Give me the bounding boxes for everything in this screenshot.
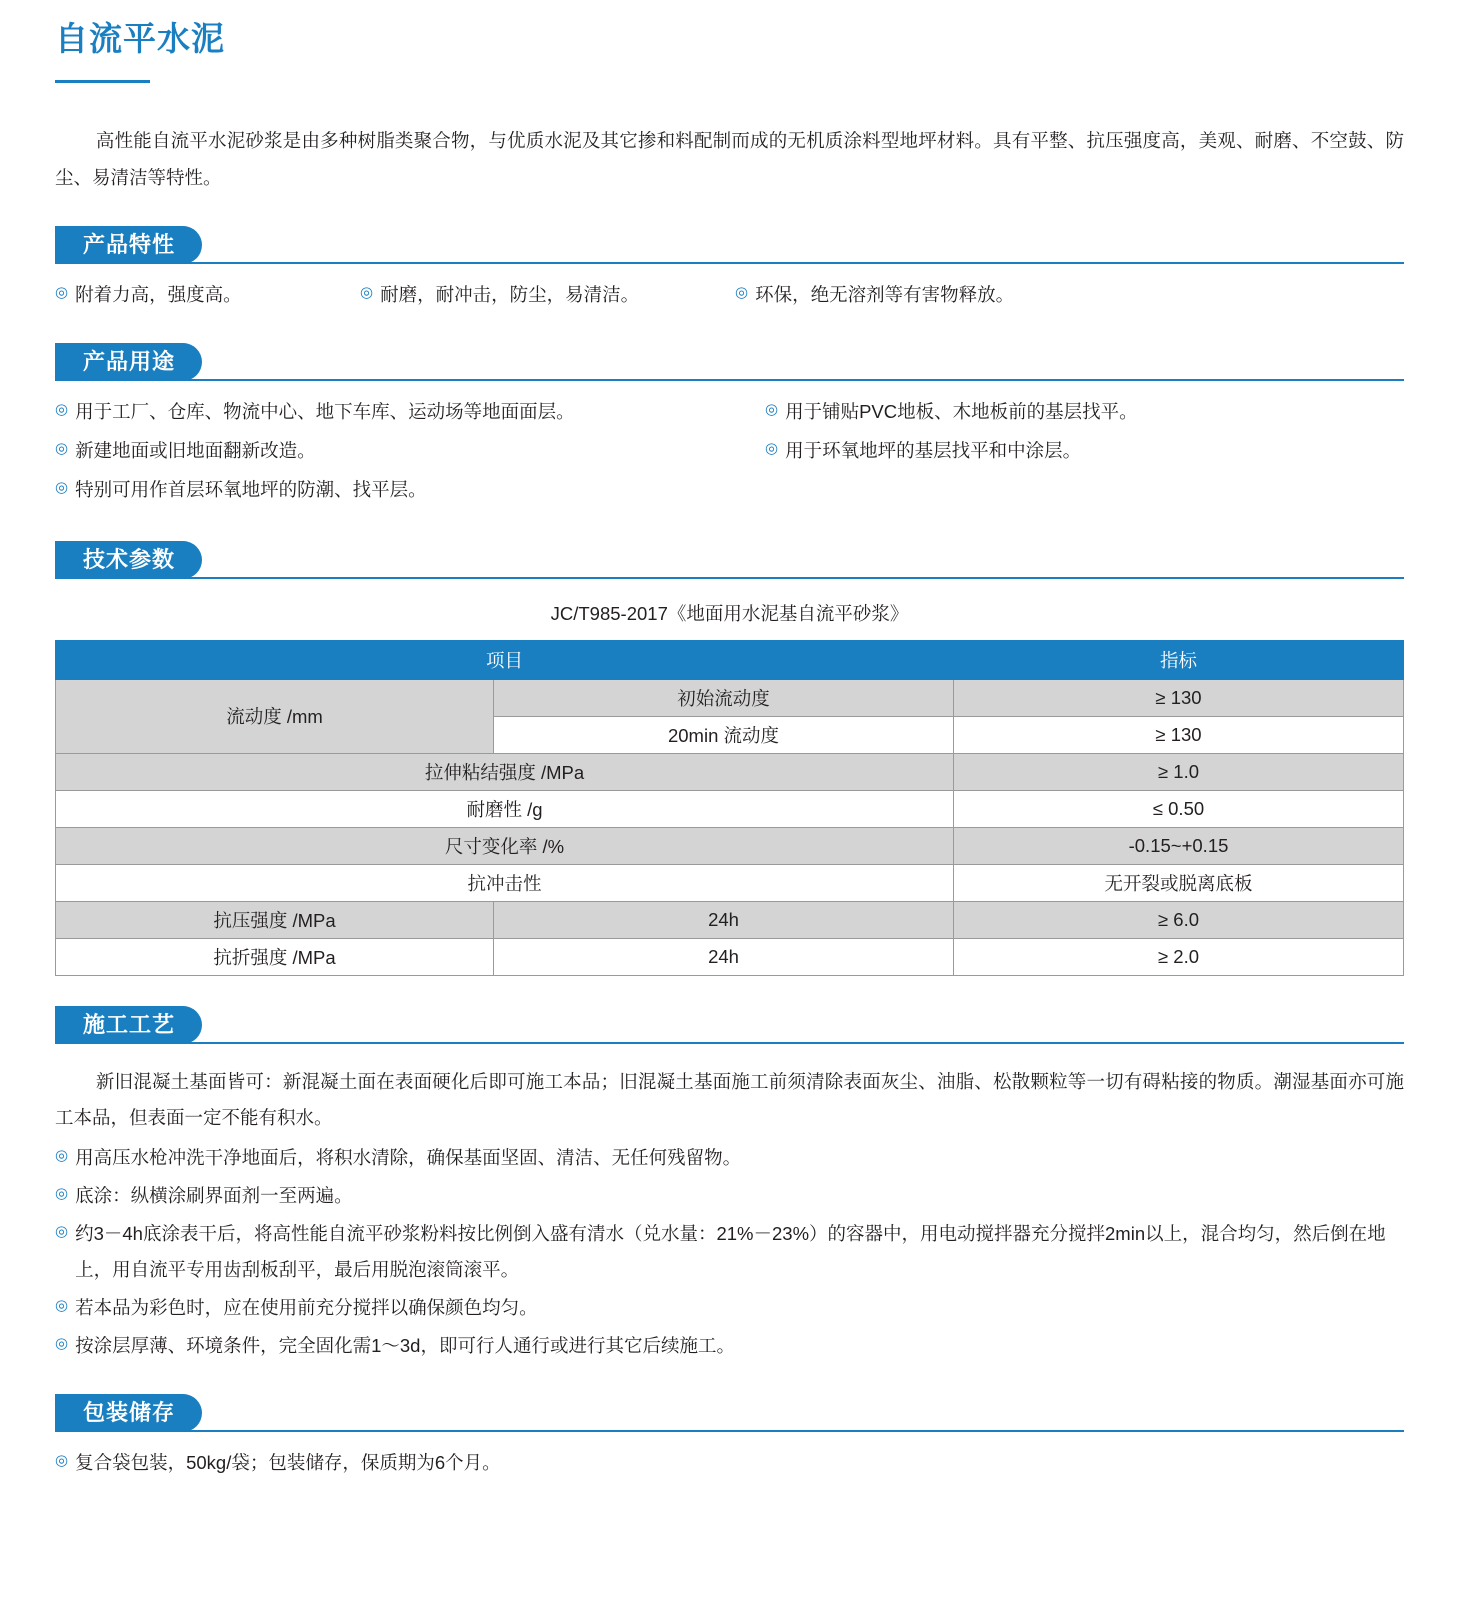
column-header-item: 项目 — [56, 640, 954, 679]
intro-paragraph — [55, 122, 1404, 196]
cell-value: ≥ 6.0 — [954, 901, 1404, 938]
bullet-icon: ◎ — [55, 283, 69, 301]
table-row — [56, 790, 1404, 827]
list-item-label: 约3－4h底涂表干后，将高性能自流平砂浆粉料按比例倒入盛有清水（兑水量：21%－23%）的容器中，用电动搅拌器充分搅拌2min以上，混合均匀，然后倒在地上，用自流平专用齿刮板刮平，最后用脱泡滚筒滚平。 — [75, 1223, 1386, 1281]
features-list — [55, 277, 1404, 313]
list-item — [765, 433, 1404, 472]
section-uses — [55, 343, 1404, 511]
list-item — [55, 277, 360, 313]
list-item-label: 用于工厂、仓库、物流中心、地下车库、运动场等地面面层。 — [75, 400, 575, 422]
list-item — [55, 472, 765, 511]
section-title-uses: 产品用途 — [55, 343, 201, 381]
section-title-packaging: 包装储存 — [55, 1394, 201, 1432]
bullet-icon: ◎ — [765, 439, 779, 457]
list-item-label: 底涂：纵横涂刷界面剂一至两遍。 — [75, 1185, 353, 1207]
bullet-icon: ◎ — [765, 400, 779, 418]
list-item — [55, 1216, 1404, 1288]
table-row — [56, 679, 1404, 716]
cell-group: 耐磨性 /g — [56, 790, 954, 827]
bottom-spacer — [55, 1482, 1404, 1552]
list-item — [55, 1140, 1404, 1176]
bullet-icon: ◎ — [55, 1147, 69, 1165]
section-header-packaging — [55, 1394, 1404, 1432]
list-item — [55, 433, 765, 472]
table-row — [56, 901, 1404, 938]
bullet-icon: ◎ — [55, 439, 69, 457]
table-header-row — [56, 640, 1404, 679]
cell-sub: 初始流动度 — [494, 679, 954, 716]
list-item-label: 特别可用作首层环氧地坪的防潮、找平层。 — [75, 478, 427, 500]
bullet-icon: ◎ — [360, 283, 374, 301]
list-item-label: 用于铺贴PVC地板、木地板前的基层找平。 — [785, 400, 1138, 422]
list-item-label: 复合袋包装，50kg/袋；包装储存，保质期为6个月。 — [75, 1452, 501, 1474]
section-header-tech — [55, 541, 1404, 579]
table-body — [56, 679, 1404, 975]
section-header-uses — [55, 343, 1404, 381]
table-head — [56, 640, 1404, 679]
intro-text: 高性能自流平水泥砂浆是由多种树脂类聚合物，与优质水泥及其它掺和料配制而成的无机质涂料型地坪材料。具有平整、抗压强度高，美观、耐磨、不空鼓、防尘、易清洁等特性。 — [55, 129, 1404, 188]
bullet-icon: ◎ — [55, 1335, 69, 1353]
section-packaging — [55, 1394, 1404, 1481]
table-row — [56, 864, 1404, 901]
bullet-icon: ◎ — [55, 400, 69, 418]
cell-value: ≥ 130 — [954, 716, 1404, 753]
cell-group: 拉伸粘结强度 /MPa — [56, 753, 954, 790]
list-item — [765, 394, 1404, 433]
cell-value: ≥ 1.0 — [954, 753, 1404, 790]
standard-reference: JC/T985-2017《地面用水泥基自流平砂浆》 — [550, 602, 909, 624]
cell-group: 抗压强度 /MPa — [56, 901, 494, 938]
bullet-icon: ◎ — [55, 1452, 69, 1470]
uses-list — [55, 394, 1404, 511]
list-item-label: 附着力高，强度高。 — [75, 283, 242, 305]
process-paragraph — [55, 1064, 1404, 1136]
cell-value: ≥ 2.0 — [954, 938, 1404, 975]
table-row — [56, 753, 1404, 790]
section-header-process — [55, 1006, 1404, 1044]
cell-sub: 24h — [494, 901, 954, 938]
section-title-tech: 技术参数 — [55, 541, 201, 579]
section-title-features: 产品特性 — [55, 226, 201, 264]
bullet-icon: ◎ — [55, 1223, 69, 1241]
section-divider — [55, 379, 1404, 381]
cell-group: 流动度 /mm — [56, 679, 494, 753]
table-row — [56, 938, 1404, 975]
section-divider — [55, 577, 1404, 579]
cell-group: 抗折强度 /MPa — [56, 938, 494, 975]
cell-value: ≤ 0.50 — [954, 790, 1404, 827]
bullet-icon: ◎ — [55, 1185, 69, 1203]
list-item — [55, 394, 765, 433]
list-item — [55, 1178, 1404, 1214]
page-title: 自流平水泥 — [55, 20, 225, 57]
section-tech — [55, 541, 1404, 976]
list-item-label: 环保，绝无溶剂等有害物释放。 — [755, 283, 1015, 305]
list-item-label: 若本品为彩色时，应在使用前充分搅拌以确保颜色均匀。 — [75, 1297, 538, 1319]
cell-sub: 20min 流动度 — [494, 716, 954, 753]
cell-group: 抗冲击性 — [56, 864, 954, 901]
section-divider — [55, 262, 1404, 264]
cell-group: 尺寸变化率 /% — [56, 827, 954, 864]
section-divider — [55, 1042, 1404, 1044]
list-item-label: 新建地面或旧地面翻新改造。 — [75, 439, 316, 461]
section-process — [55, 1006, 1404, 1365]
list-item-label: 耐磨，耐冲击，防尘，易清洁。 — [380, 283, 640, 305]
table-row — [56, 827, 1404, 864]
cell-sub: 24h — [494, 938, 954, 975]
list-item — [55, 1445, 1404, 1481]
packaging-list — [55, 1445, 1404, 1481]
list-item — [735, 277, 1014, 313]
cell-value: -0.15~+0.15 — [954, 827, 1404, 864]
process-list — [55, 1140, 1404, 1364]
bullet-icon: ◎ — [55, 1297, 69, 1315]
list-item — [55, 1328, 1404, 1364]
cell-value: 无开裂或脱离底板 — [954, 864, 1404, 901]
column-header-index: 指标 — [954, 640, 1404, 679]
section-features — [55, 226, 1404, 313]
section-divider — [55, 1430, 1404, 1432]
list-item-label: 用于环氧地坪的基层找平和中涂层。 — [785, 439, 1082, 461]
list-item — [55, 1290, 1404, 1326]
bullet-icon: ◎ — [735, 283, 749, 301]
cell-value: ≥ 130 — [954, 679, 1404, 716]
section-title-process: 施工工艺 — [55, 1006, 201, 1044]
process-paragraph-text: 新旧混凝土基面皆可：新混凝土面在表面硬化后即可施工本品；旧混凝土基面施工前须清除表面灰尘、油脂、松散颗粒等一切有碍粘接的物质。潮湿基面亦可施工本品，但表面一定不能有积水。 — [55, 1070, 1404, 1129]
list-item-label: 用高压水枪冲洗干净地面后，将积水清除，确保基面坚固、清洁、无任何残留物。 — [75, 1147, 742, 1169]
section-header-features — [55, 226, 1404, 264]
list-item-label: 按涂层厚薄、环境条件，完全固化需1～3d，即可行人通行或进行其它后续施工。 — [75, 1335, 735, 1357]
title-underline — [55, 80, 150, 83]
list-item — [360, 277, 735, 313]
bullet-icon: ◎ — [55, 478, 69, 496]
tech-params-table — [55, 640, 1404, 976]
